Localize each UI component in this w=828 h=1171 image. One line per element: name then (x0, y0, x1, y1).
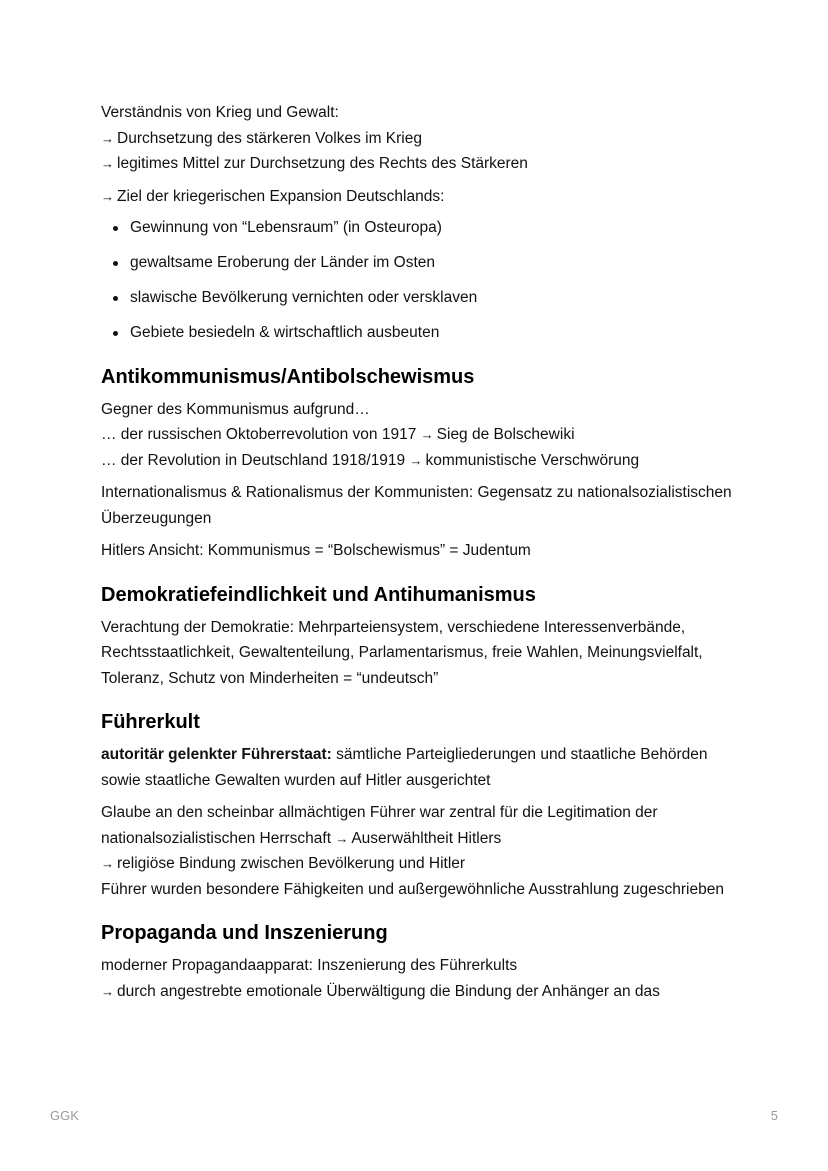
page-number: 5 (770, 1108, 778, 1123)
arrow-icon: → (101, 856, 114, 871)
arrow-line: → durch angestrebte emotionale Überwältigung die Bindung der Anhänger an das (101, 982, 660, 1000)
section-krieg-gewalt (101, 100, 741, 346)
expansion-bullet-list (101, 215, 741, 346)
section-antikommunismus (101, 362, 741, 564)
list-item: Gewinnung von “Lebensraum” (in Osteuropa) (101, 215, 741, 241)
arrow-line: → religiöse Bindung zwischen Bevölkerung und Hitler (101, 855, 466, 872)
section-heading: Demokratiefeindlichkeit und Antihumanismus (101, 583, 536, 606)
page-content (101, 100, 741, 1004)
paragraph: Glaube an den scheinbar allmächtigen Führer war zentral für die Legitimation der nationalsozialistischen Herrschaft → Auserwähltheit Hitlers (101, 804, 658, 847)
paragraph: Führer wurden besondere Fähigkeiten und außergewöhnliche Ausstrahlung zugeschrieben (101, 880, 724, 898)
paragraph: autoritär gelenkter Führerstaat: sämtliche Parteigliederungen und staatliche Behörden sowie staatliche Gewalten wurden auf Hitler ausgerichtet (101, 746, 708, 789)
text-line: Gegner des Kommunismus aufgrund… (101, 400, 370, 418)
arrow-icon: → (409, 452, 423, 468)
paragraph: Internationalismus & Rationalismus der Kommunisten: Gegensatz zu nationalsozialistischen Überzeugungen (101, 484, 732, 527)
bold-lead: autoritär gelenkter Führerstaat: (101, 746, 332, 763)
text-line: … der russischen Oktoberrevolution von 1917 → Sieg de Bolschewiki (101, 426, 575, 443)
paragraph: Verachtung der Demokratie: Mehrparteiensystem, verschiedene Interessenverbände, Rechtsstaatlichkeit, Gewaltenteilung, Parlamentarismus, freie Wahlen, Meinungsvielfalt, Toleranz, Schutz von Minderheiten = “undeutsch” (101, 618, 703, 687)
arrow-icon: → (101, 983, 114, 999)
expansion-line: → Ziel der kriegerischen Expansion Deutschlands: (101, 187, 445, 205)
arrow-icon: → (335, 830, 349, 846)
arrow-icon: → (101, 156, 114, 171)
text-line: … der Revolution in Deutschland 1918/1919 → kommunistische Verschwörung (101, 451, 640, 469)
arrow-icon: → (420, 427, 434, 442)
section-propaganda (101, 918, 741, 1004)
list-item: gewaltsame Eroberung der Länder im Osten (101, 250, 741, 276)
arrow-icon: → (101, 130, 114, 146)
arrow-icon: → (101, 188, 114, 204)
section-heading: Antikommunismus/Antibolschewismus (101, 365, 475, 388)
section-demokratiefeindlichkeit (101, 580, 741, 692)
section-heading: Propaganda und Inszenierung (101, 922, 388, 944)
text-line: moderner Propagandaapparat: Inszenierung des Führerkults (101, 957, 518, 974)
krieg-gewalt-heading: Verständnis von Krieg und Gewalt: (101, 104, 339, 121)
list-item: slawische Bevölkerung vernichten oder versklaven (101, 285, 741, 311)
paragraph: Hitlers Ansicht: Kommunismus = “Bolschewismus” = Judentum (101, 542, 531, 559)
footer-label: GGK (50, 1108, 79, 1123)
section-fuehrerkult (101, 707, 741, 902)
list-item: Gebiete besiedeln & wirtschaftlich ausbeuten (101, 320, 741, 346)
section-heading: Führerkult (101, 711, 200, 733)
arrow-line: → legitimes Mittel zur Durchsetzung des Rechts des Stärkeren (101, 155, 528, 172)
arrow-line: → Durchsetzung des stärkeren Volkes im Krieg (101, 129, 422, 147)
